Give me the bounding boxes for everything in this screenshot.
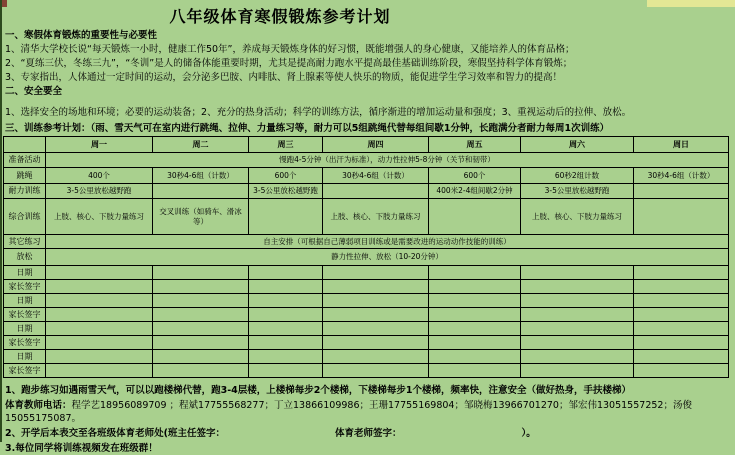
date-fill-cell[interactable] <box>323 350 429 364</box>
other-content-cell: 自主安排（可根据自己薄弱项目训练或是需要改进的运动动作技能的训练） <box>46 235 729 249</box>
jump-wed-cell: 600个 <box>249 168 323 184</box>
day-header-wed: 周三 <box>249 137 323 153</box>
teacher-phones-line <box>5 399 731 425</box>
signature-fill-cell[interactable] <box>634 336 729 350</box>
endurance-fri-cell: 400米2-4组间歇2分钟 <box>429 184 521 199</box>
signature-fill-cell[interactable] <box>249 280 323 294</box>
endurance-row <box>4 184 729 199</box>
endurance-sun-cell <box>634 184 729 199</box>
signature-fill-cell[interactable] <box>521 308 634 322</box>
signature-row-1 <box>4 280 729 294</box>
signature-fill-cell[interactable] <box>46 364 153 378</box>
comprehensive-mon-cell: 上肢、核心、下肢力量练习 <box>46 199 153 235</box>
comprehensive-thu-cell: 上肢、核心、下肢力量练习 <box>323 199 429 235</box>
day-header-sat: 周六 <box>521 137 634 153</box>
signature-fill-cell[interactable] <box>46 336 153 350</box>
day-header-thu: 周四 <box>323 137 429 153</box>
row-label-jump-rope: 跳绳 <box>4 168 46 184</box>
signature-fill-cell[interactable] <box>429 364 521 378</box>
section2-item: 1、选择安全的场地和环境；必要的运动装备；2、充分的热身活动；科学的训练方法，循序渐进的增加运动量和强度；3、重视运动后的拉伸、放松。 <box>5 107 632 118</box>
signature-fill-cell[interactable] <box>249 308 323 322</box>
top-right-cell-highlight <box>647 0 735 7</box>
date-fill-cell[interactable] <box>46 266 153 280</box>
relax-content-cell: 静力性拉伸、放松（10-20分钟） <box>46 249 729 266</box>
footnote-2-mid: 体育老师签字： <box>334 428 402 439</box>
jump-rope-row <box>4 168 729 184</box>
signature-fill-cell[interactable] <box>46 280 153 294</box>
footnote-2-prefix: 2、开学后本表交至各班级体育老师处(班主任签字： <box>5 428 225 439</box>
signature-fill-cell[interactable] <box>521 364 634 378</box>
jump-tue-cell: 30秒4-6组（计数） <box>153 168 249 184</box>
date-fill-cell[interactable] <box>249 266 323 280</box>
date-fill-cell[interactable] <box>323 294 429 308</box>
signature-fill-cell[interactable] <box>323 308 429 322</box>
date-fill-cell[interactable] <box>249 294 323 308</box>
date-row-4 <box>4 350 729 364</box>
signature-fill-cell[interactable] <box>323 336 429 350</box>
endurance-tue-cell <box>153 184 249 199</box>
section1-item-1: 1、清华大学校长说“每天锻炼一小时，健康工作50年”，养成每天锻炼身体的好习惯，既能增强人的身心健康，又能培养人的体育品格； <box>5 44 575 55</box>
date-fill-cell[interactable] <box>46 350 153 364</box>
date-fill-cell[interactable] <box>46 294 153 308</box>
intro-text-block <box>0 27 735 136</box>
signature-fill-cell[interactable] <box>323 280 429 294</box>
date-fill-cell[interactable] <box>429 322 521 336</box>
screen-artifact <box>2 0 7 7</box>
signature-row-3 <box>4 336 729 350</box>
row-label-signature: 家长签字 <box>4 336 46 350</box>
date-fill-cell[interactable] <box>634 350 729 364</box>
row-label-signature: 家长签字 <box>4 280 46 294</box>
footnote-1: 1、跑步练习如遇雨雪天气，可以以跑楼梯代替，跑3-4层楼，上楼梯每步2个楼梯，下楼梯每步1个楼梯，频率快，注意安全（做好热身，手扶楼梯） <box>5 385 631 396</box>
date-fill-cell[interactable] <box>521 322 634 336</box>
row-label-endurance: 耐力训练 <box>4 184 46 199</box>
row-label-other: 其它练习 <box>4 235 46 249</box>
date-fill-cell[interactable] <box>521 294 634 308</box>
date-fill-cell[interactable] <box>323 266 429 280</box>
date-fill-cell[interactable] <box>521 266 634 280</box>
jump-thu-cell: 30秒4-6组（计数） <box>323 168 429 184</box>
row-label-signature: 家长签字 <box>4 308 46 322</box>
endurance-thu-cell <box>323 184 429 199</box>
signature-fill-cell[interactable] <box>153 280 249 294</box>
date-fill-cell[interactable] <box>249 350 323 364</box>
signature-fill-cell[interactable] <box>429 336 521 350</box>
date-fill-cell[interactable] <box>46 322 153 336</box>
signature-fill-cell[interactable] <box>634 308 729 322</box>
date-row-2 <box>4 294 729 308</box>
comprehensive-sun-cell <box>634 199 729 235</box>
date-fill-cell[interactable] <box>429 294 521 308</box>
signature-fill-cell[interactable] <box>429 308 521 322</box>
section1-heading: 一、寒假体育锻炼的重要性与必要性 <box>5 30 158 41</box>
signature-fill-cell[interactable] <box>521 280 634 294</box>
date-fill-cell[interactable] <box>153 266 249 280</box>
signature-fill-cell[interactable] <box>323 364 429 378</box>
date-fill-cell[interactable] <box>634 294 729 308</box>
signature-fill-cell[interactable] <box>153 308 249 322</box>
row-label-date: 日期 <box>4 266 46 280</box>
footnote-2-suffix: ）。 <box>521 428 536 439</box>
date-fill-cell[interactable] <box>521 350 634 364</box>
comprehensive-wed-cell <box>249 199 323 235</box>
row-label-date: 日期 <box>4 350 46 364</box>
day-header-mon: 周一 <box>46 137 153 153</box>
table-header-row <box>4 137 729 153</box>
warmup-content-cell: 慢跑4-5分钟（出汗为标准），动力性拉伸5-8分钟（关节和韧带） <box>46 153 729 168</box>
signature-fill-cell[interactable] <box>46 308 153 322</box>
section1-item-2: 2、“夏练三伏，冬练三九”，“冬训”是人的储备体能重要时期，尤其是提高耐力跑水平提高最佳基础训练阶段，寒假坚持科学体育锻炼； <box>5 58 573 69</box>
footnotes-block <box>0 378 735 455</box>
window-left-edge <box>0 0 2 442</box>
section3-heading: 三、训练参考计划：（雨、雪天气可在室内进行跳绳、拉伸、力量练习等，耐力可以5组跳绳代替每组间歇1分钟，长跑满分者耐力每周1次训练） <box>5 123 610 134</box>
comprehensive-tue-cell: 交叉训练（如骑车、滑冰等） <box>153 199 249 235</box>
date-row-1 <box>4 266 729 280</box>
day-header-tue: 周二 <box>153 137 249 153</box>
phone-numbers: 程学艺18956089709 ；程斌17755568277；丁立13866109986；王珊17755169804；邹晓梅13966701270；邹宏伟13051557252；汤俊15055175087。 <box>5 400 692 424</box>
date-fill-cell[interactable] <box>249 322 323 336</box>
section1-item-3: 3、专家指出，人体通过一定时间的运动，会分泌多巴胺、内啡肽、肾上腺素等使人快乐的物质，能促进学生学习效率和智力的提高！ <box>5 72 563 83</box>
signature-fill-cell[interactable] <box>153 364 249 378</box>
comprehensive-fri-cell <box>429 199 521 235</box>
phone-label: 体育教师电话： <box>5 400 72 411</box>
date-fill-cell[interactable] <box>634 266 729 280</box>
date-row-3 <box>4 322 729 336</box>
date-fill-cell[interactable] <box>429 266 521 280</box>
signature-fill-cell[interactable] <box>521 336 634 350</box>
signature-row-4 <box>4 364 729 378</box>
signature-fill-cell[interactable] <box>153 336 249 350</box>
date-fill-cell[interactable] <box>153 294 249 308</box>
signature-fill-cell[interactable] <box>429 280 521 294</box>
jump-fri-cell: 600个 <box>429 168 521 184</box>
signature-fill-cell[interactable] <box>634 364 729 378</box>
date-fill-cell[interactable] <box>634 322 729 336</box>
row-label-date: 日期 <box>4 322 46 336</box>
row-label-comprehensive: 综合训练 <box>4 199 46 235</box>
day-header-sun: 周日 <box>634 137 729 153</box>
jump-sun-cell: 30秒4-6组（计数） <box>634 168 729 184</box>
comprehensive-row <box>4 199 729 235</box>
other-practice-row <box>4 235 729 249</box>
endurance-wed-cell: 3-5公里放松越野跑 <box>249 184 323 199</box>
jump-mon-cell: 400个 <box>46 168 153 184</box>
footnote-2 <box>5 427 731 440</box>
warmup-row <box>4 153 729 168</box>
day-header-fri: 周五 <box>429 137 521 153</box>
signature-fill-cell[interactable] <box>249 336 323 350</box>
row-label-signature: 家长签字 <box>4 364 46 378</box>
section2-heading: 二、安全要全 <box>5 86 63 97</box>
signature-fill-cell[interactable] <box>249 364 323 378</box>
signature-row-2 <box>4 308 729 322</box>
date-fill-cell[interactable] <box>429 350 521 364</box>
row-label-relax: 放松 <box>4 249 46 266</box>
signature-fill-cell[interactable] <box>634 280 729 294</box>
row-label-date: 日期 <box>4 294 46 308</box>
date-fill-cell[interactable] <box>153 350 249 364</box>
corner-cell <box>4 137 46 153</box>
footnote-3: 3.每位同学将训练视频发在班级群！ <box>5 443 158 454</box>
row-label-warmup: 准备活动 <box>4 153 46 168</box>
date-fill-cell[interactable] <box>153 322 249 336</box>
date-fill-cell[interactable] <box>323 322 429 336</box>
page-title: 八年级体育寒假锻炼参考计划 <box>169 7 391 26</box>
endurance-mon-cell: 3-5公里放松越野跑 <box>46 184 153 199</box>
relax-row <box>4 249 729 266</box>
comprehensive-sat-cell: 上肢、核心、下肢力量练习 <box>521 199 634 235</box>
jump-sat-cell: 60秒2组计数 <box>521 168 634 184</box>
endurance-sat-cell: 3-5公里放松越野跑 <box>521 184 634 199</box>
training-plan-table <box>3 136 729 378</box>
